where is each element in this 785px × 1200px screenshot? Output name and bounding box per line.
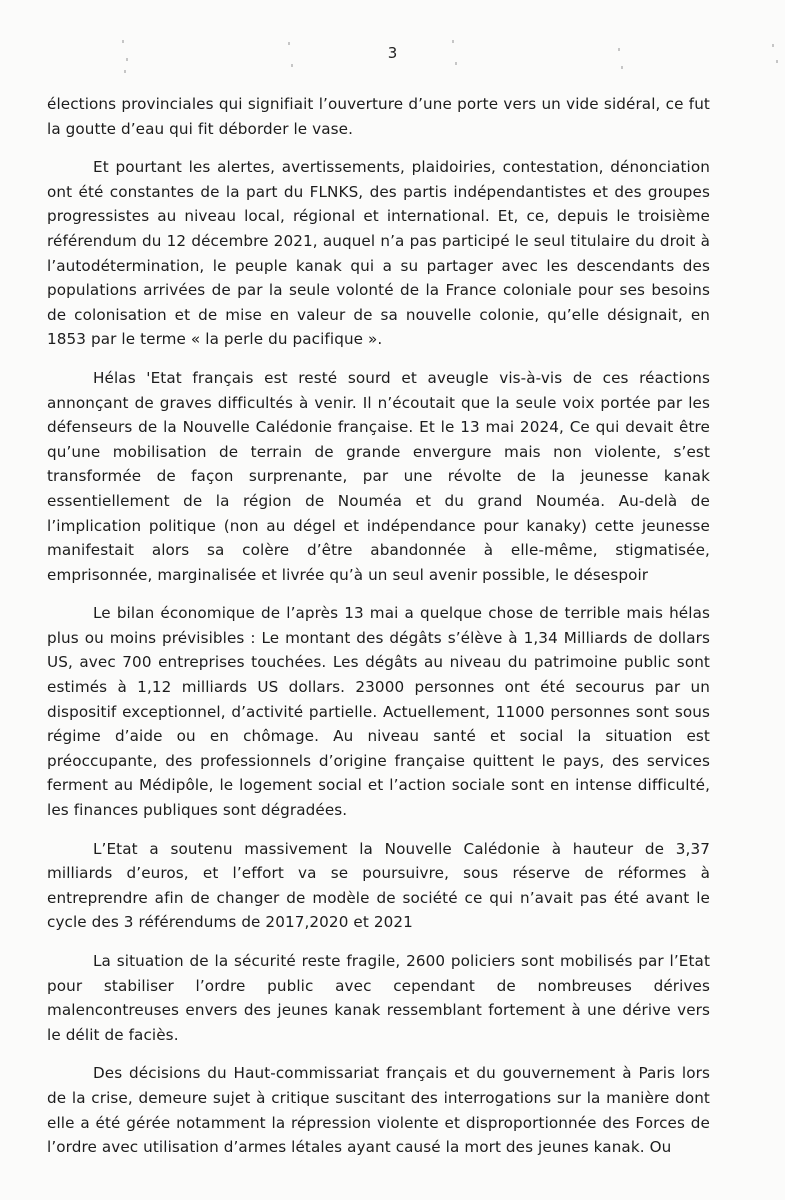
scan-speck xyxy=(124,70,126,73)
page-number: 3 xyxy=(387,44,398,62)
scan-speck xyxy=(291,64,293,67)
scan-speck xyxy=(122,40,124,43)
document-body xyxy=(47,92,710,1174)
paragraph-decisions: Des décisions du Haut-commissariat français et du gouvernement à Paris lors de la crise, demeure sujet à critique suscitant des interrogations sur la manière dont elle a été gérée notamment la répression violente et disproportionnée des Forces de l’ordre avec utilisation d’armes létales ayant causé la mort des jeunes kanak. Ou xyxy=(47,1064,710,1157)
paragraph-economic-toll: Le bilan économique de l’après 13 mai a quelque chose de terrible mais hélas plus ou moins prévisibles : Le montant des dégâts s’élève à 1,34 Milliards de dollars US, avec 700 entreprises touchées. Les dégâts au niveau du patrimoine public sont estimés à 1,12 milliards US dollars. 23000 personnes ont été secourus par un dispositif exceptionnel, d’activité partielle. Actuellement, 11000 personnes sont sous régime d’aide ou en chômage. Au niveau santé et social la situation est préoccupante, des professionnels d’origine française quittent le pays, des services ferment au Médipôle, le logement social et l’action sociale sont en intense difficulté, les finances publiques sont dégradées. xyxy=(47,604,710,820)
scan-speck xyxy=(452,40,454,43)
paragraph-alerts: Et pourtant les alertes, avertissements, plaidoiries, contestation, dénonciation ont été constantes de la part du FLNKS, des partis indépendantistes et des groupes progressistes au niveau local, régional et international. Et, ce, depuis le troisième référendum du 12 décembre 2021, auquel n’a pas participé le seul titulaire du droit à l’autodétermination, le peuple kanak qui a su partager avec les descendants des populations arrivées de par la seule volonté de la France coloniale pour ses besoins de colonisation et de mise en valeur de sa nouvelle colonie, qu’elle désignait, en 1853 par le terme « la perle du pacifique ». xyxy=(47,158,710,349)
paragraph-security: La situation de la sécurité reste fragile, 2600 policiers sont mobilisés par l’Etat pour stabiliser l’ordre public avec cependant de nombreuses dérives malencontreuses envers des jeunes kanak ressemblant fortement à une dérive vers le délit de faciès. xyxy=(47,952,710,1044)
paragraph-state-support: L’Etat a soutenu massivement la Nouvelle Calédonie à hauteur de 3,37 milliards d’euros, et l’effort va se poursuivre, sous réserve de réformes à entreprendre afin de changer de modèle de société ce qui n’avait pas été avant le cycle des 3 référendums de 2017,2020 et 2021 xyxy=(47,839,710,932)
paragraph-state-response: Hélas 'Etat français est resté sourd et aveugle vis-à-vis de ces réactions annonçant de graves difficultés à venir. Il n’écoutait que la seule voix portée par les défenseurs de la Nouvelle Calédonie française. Et le 13 mai 2024, Ce qui devait être qu’une mobilisation de terrain de grande envergure mais non violente, s’est transformée de façon surprenante, par une révolte de la jeunesse kanak essentiellement de la région de Nouméa et du grand Nouméa. Au-delà de l’implication politique (non au dégel et indépendance pour kanaky) cette jeunesse manifestait alors sa colère d’être abandonnée à elle-même, stigmatisée, emprisonnée, marginalisée et livrée qu’à un seul avenir possible, le désespoir xyxy=(47,368,710,584)
scan-speck xyxy=(621,66,623,69)
scan-speck xyxy=(455,62,457,65)
paragraph-continuation: élections provinciales qui signifiait l’ouverture d’une porte vers un vide sidéral, ce fut la goutte d’eau qui fit déborder le vase. xyxy=(47,95,710,138)
